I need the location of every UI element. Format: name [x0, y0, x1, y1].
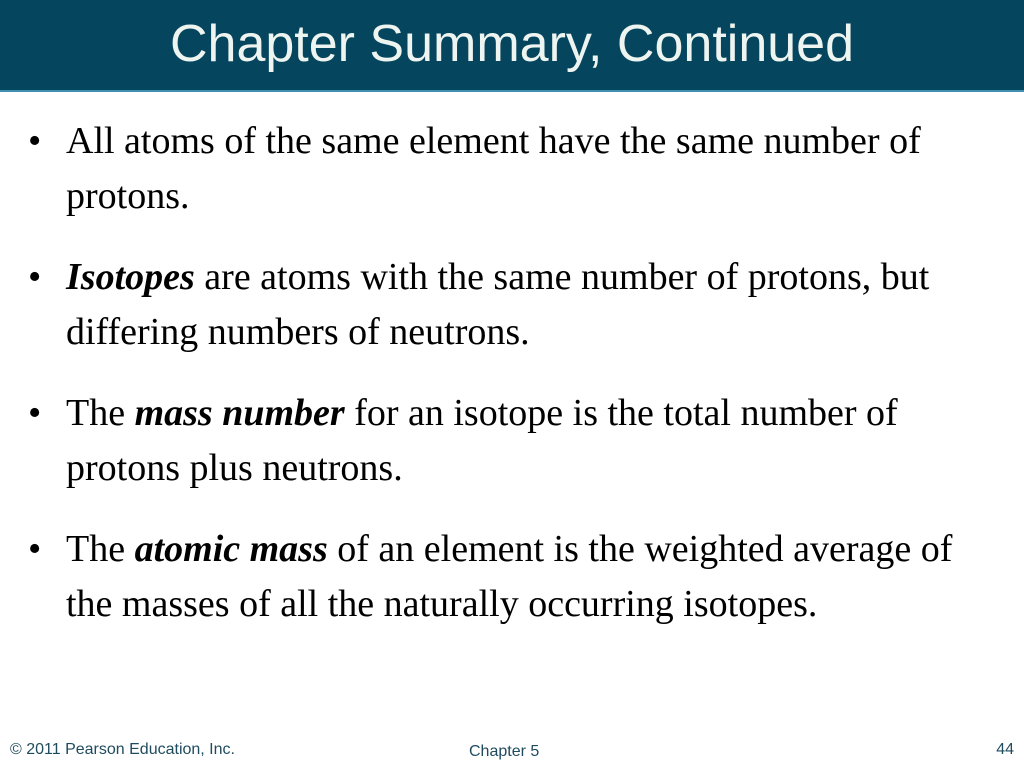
- bullet-lead-3: The: [66, 392, 135, 434]
- bullet-item-2: [24, 250, 1004, 360]
- bullet-text-3: for an isotope is the total number of protons plus neutrons.: [66, 392, 898, 489]
- term-mass-number: mass number: [134, 392, 345, 434]
- page-number: 44: [996, 741, 1014, 758]
- bullet-text-2: are atoms with the same number of protons, but differing numbers of neutrons.: [66, 256, 930, 353]
- footer-chapter: Chapter 5: [469, 743, 540, 760]
- term-isotopes: Isotopes: [66, 256, 195, 298]
- bullet-text-4: of an element is the weighted average of the masses of all the naturally occurring isotopes.: [66, 528, 953, 625]
- bullet-text-1: All atoms of the same element have the same number of protons.: [66, 120, 921, 217]
- bullet-item-1: [24, 114, 1004, 224]
- bullet-list: [24, 114, 1004, 658]
- bullet-item-4: [24, 522, 1004, 632]
- bullet-icon: •: [28, 528, 42, 570]
- bullet-lead-4: The: [66, 528, 135, 570]
- slide-title: Chapter Summary, Continued: [169, 15, 855, 73]
- footer-copyright: © 2011 Pearson Education, Inc.: [10, 741, 235, 758]
- term-atomic-mass: atomic mass: [134, 528, 328, 570]
- bullet-icon: •: [28, 392, 42, 434]
- title-bar: [0, 0, 1024, 92]
- bullet-item-3: [24, 386, 1004, 496]
- bullet-icon: •: [28, 120, 42, 162]
- bullet-icon: •: [28, 256, 42, 298]
